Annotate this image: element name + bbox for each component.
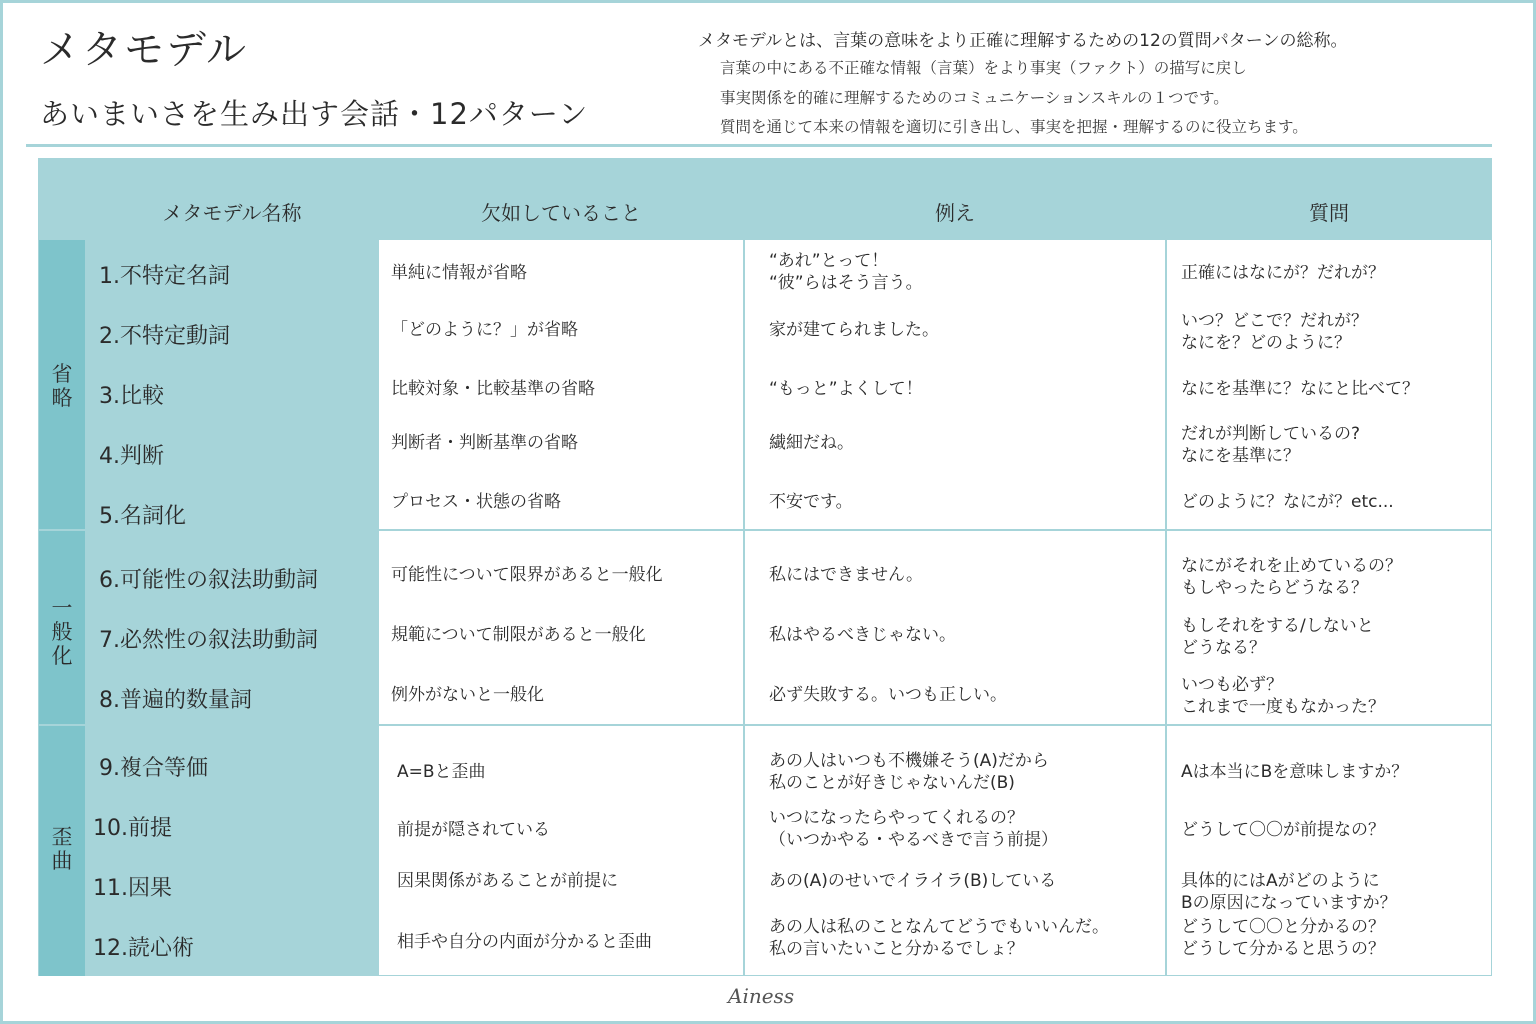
question-cell-line: どのように？なにが？etc... xyxy=(1181,492,1394,512)
example-cell-line: 私のことが好きじゃないんだ(B) xyxy=(769,773,1015,793)
intro-line: 事実関係を的確に理解するためのコミュニケーションスキルの１つです。 xyxy=(720,89,1229,107)
example-cell xyxy=(769,564,923,586)
example-cell xyxy=(769,750,1049,794)
question-cell xyxy=(1181,761,1408,783)
example-cell-line: 繊細だね。 xyxy=(769,433,854,453)
pattern-name: 1.不特定名詞 xyxy=(99,264,230,289)
pattern-name: 12.読心術 xyxy=(93,936,194,961)
missing-cell-line: A=Bと歪曲 xyxy=(397,762,486,782)
question-cell-line: どうなる？ xyxy=(1181,638,1266,658)
group-separator xyxy=(39,724,1491,726)
example-cell xyxy=(769,684,1007,706)
example-cell-line: 私はやるべきじゃない。 xyxy=(769,625,956,645)
missing-cell xyxy=(391,319,578,341)
missing-cell xyxy=(391,564,663,586)
example-cell xyxy=(769,250,923,294)
question-cell xyxy=(1181,491,1394,513)
example-cell xyxy=(769,491,853,513)
example-cell-line: 不安です。 xyxy=(769,492,853,512)
missing-cell xyxy=(391,491,561,513)
group-label-omission: 省 略 xyxy=(51,362,73,410)
question-cell-line: なにがそれを止めているの？ xyxy=(1181,556,1402,576)
group-label-distortion: 歪 曲 xyxy=(51,825,73,873)
column-header-question: 質問 xyxy=(1309,201,1349,225)
missing-cell-line: 可能性について限界があると一般化 xyxy=(391,565,663,585)
question-cell xyxy=(1181,423,1360,467)
missing-cell-line: プロセス・状態の省略 xyxy=(391,492,561,512)
example-cell-line: 必ず失敗する。いつも正しい。 xyxy=(769,685,1007,705)
missing-cell-line: 因果関係があることが前提に xyxy=(397,871,618,891)
missing-cell-line: 規範について制限があると一般化 xyxy=(391,625,646,645)
pattern-name: 10.前提 xyxy=(93,816,172,841)
example-cell-line: あの人は私のことなんてどうでもいいんだ。 xyxy=(769,917,1109,937)
pattern-name: 5.名詞化 xyxy=(99,504,186,529)
example-cell xyxy=(769,870,1056,892)
group-separator xyxy=(39,529,1491,531)
example-cell-line: あの人はいつも不機嫌そう(A)だから xyxy=(769,751,1049,771)
missing-cell xyxy=(397,931,652,953)
group-label-generalization: 一 般 化 xyxy=(51,596,73,668)
example-cell-line: 私にはできません。 xyxy=(769,565,924,585)
question-cell-line: いつ？どこで？だれが？ xyxy=(1181,311,1368,331)
missing-cell xyxy=(391,262,527,284)
column-header-example: 例え xyxy=(935,201,975,225)
missing-cell xyxy=(391,624,646,646)
question-cell-line: これまで一度もなかった？ xyxy=(1181,697,1385,717)
question-cell-line: Bの原因になっていますか？ xyxy=(1181,893,1397,913)
example-cell xyxy=(769,319,939,341)
missing-cell xyxy=(397,870,618,892)
question-cell xyxy=(1181,262,1385,284)
missing-cell-line: 例外がないと一般化 xyxy=(391,685,544,705)
column-separator xyxy=(743,173,745,976)
intro-line: 言葉の中にある不正確な情報（言葉）をより事実（ファクト）の描写に戻し xyxy=(720,59,1247,77)
intro-line: 質問を通じて本来の情報を適切に引き出し、事実を把握・理解するのに役立ちます。 xyxy=(720,118,1308,136)
question-cell-line: いつも必ず？ xyxy=(1181,675,1283,695)
missing-cell xyxy=(391,432,578,454)
question-cell-line: なにを基準に？なにと比べて？ xyxy=(1181,379,1419,399)
page-subtitle: あいまいさを生み出す会話・12パターン xyxy=(40,97,589,131)
table-header-row xyxy=(39,159,1491,239)
question-cell-line: なにを基準に？ xyxy=(1181,446,1300,466)
missing-cell xyxy=(397,819,550,841)
example-cell-line: あの(A)のせいでイライラ(B)している xyxy=(769,871,1057,891)
column-separator xyxy=(1165,173,1167,976)
question-cell xyxy=(1181,555,1402,599)
question-cell-line: Aは本当にBを意味しますか？ xyxy=(1181,762,1409,782)
question-cell xyxy=(1181,674,1385,718)
pattern-name: 2.不特定動詞 xyxy=(99,324,230,349)
missing-cell-line: 相手や自分の内面が分かると歪曲 xyxy=(397,932,652,952)
question-cell-line: どうして〇〇が前提なの？ xyxy=(1181,820,1385,840)
pattern-name: 4.判断 xyxy=(99,444,164,469)
example-cell xyxy=(769,807,1058,851)
pattern-name: 8.普遍的数量詞 xyxy=(99,688,252,713)
missing-cell-line: 判断者・判断基準の省略 xyxy=(391,433,578,453)
header-divider xyxy=(26,144,1492,147)
question-cell-line: 正確にはなにが？だれが？ xyxy=(1181,263,1385,283)
header-separator xyxy=(39,238,1491,240)
page-title: メタモデル xyxy=(40,27,248,73)
pattern-name: 7.必然性の叙法助動詞 xyxy=(99,628,318,653)
example-cell xyxy=(769,378,923,400)
missing-cell-line: 単純に情報が省略 xyxy=(391,263,527,283)
example-cell-line: 家が建てられました。 xyxy=(769,320,939,340)
pattern-name: 9.複合等価 xyxy=(99,756,208,781)
example-cell xyxy=(769,916,1109,960)
question-cell-line: どうして分かると思うの？ xyxy=(1181,939,1385,959)
question-cell xyxy=(1181,310,1368,354)
example-cell-line: “彼”らはそう言う。 xyxy=(769,273,923,293)
missing-cell-line: 「どのように？」が省略 xyxy=(391,320,578,340)
example-cell-line: （いつかやる・やるべきで言う前提） xyxy=(769,830,1058,850)
question-cell-line: もしやったらどうなる？ xyxy=(1181,578,1368,598)
question-cell xyxy=(1181,378,1419,400)
missing-cell xyxy=(397,761,486,783)
question-cell-line: 具体的にはAがどのように xyxy=(1181,871,1380,891)
column-header-name: メタモデル名称 xyxy=(162,201,302,225)
example-cell-line: 私の言いたいこと分かるでしょ？ xyxy=(769,939,1024,959)
pattern-name: 11.因果 xyxy=(93,876,172,901)
question-cell-line: もしそれをする/しないと xyxy=(1181,616,1374,636)
missing-cell xyxy=(391,684,544,706)
intro-summary: メタモデルとは、言葉の意味をより正確に理解するための12の質問パターンの総称。 xyxy=(698,31,1348,51)
example-cell-line: “あれ”とって！ xyxy=(769,251,889,271)
question-cell xyxy=(1181,870,1397,914)
example-cell-line: いつになったらやってくれるの？ xyxy=(769,808,1024,828)
example-cell xyxy=(769,624,956,646)
signature-logo: Ainess xyxy=(728,984,795,1008)
question-cell xyxy=(1181,819,1385,841)
example-cell-line: “もっと”よくして！ xyxy=(769,379,923,399)
pattern-name: 3.比較 xyxy=(99,384,164,409)
example-cell xyxy=(769,432,854,454)
question-cell xyxy=(1181,615,1374,659)
metamodel-table xyxy=(38,158,1492,976)
pattern-name: 6.可能性の叙法助動詞 xyxy=(99,568,318,593)
question-cell xyxy=(1181,916,1385,960)
question-cell-line: だれが判断しているの? xyxy=(1181,424,1361,444)
missing-cell xyxy=(391,378,595,400)
missing-cell-line: 前提が隠されている xyxy=(397,820,550,840)
question-cell-line: なにを？どのように？ xyxy=(1181,333,1351,353)
column-header-missing: 欠如していること xyxy=(481,201,641,225)
question-cell-line: どうして〇〇と分かるの？ xyxy=(1181,917,1385,937)
missing-cell-line: 比較対象・比較基準の省略 xyxy=(391,379,595,399)
